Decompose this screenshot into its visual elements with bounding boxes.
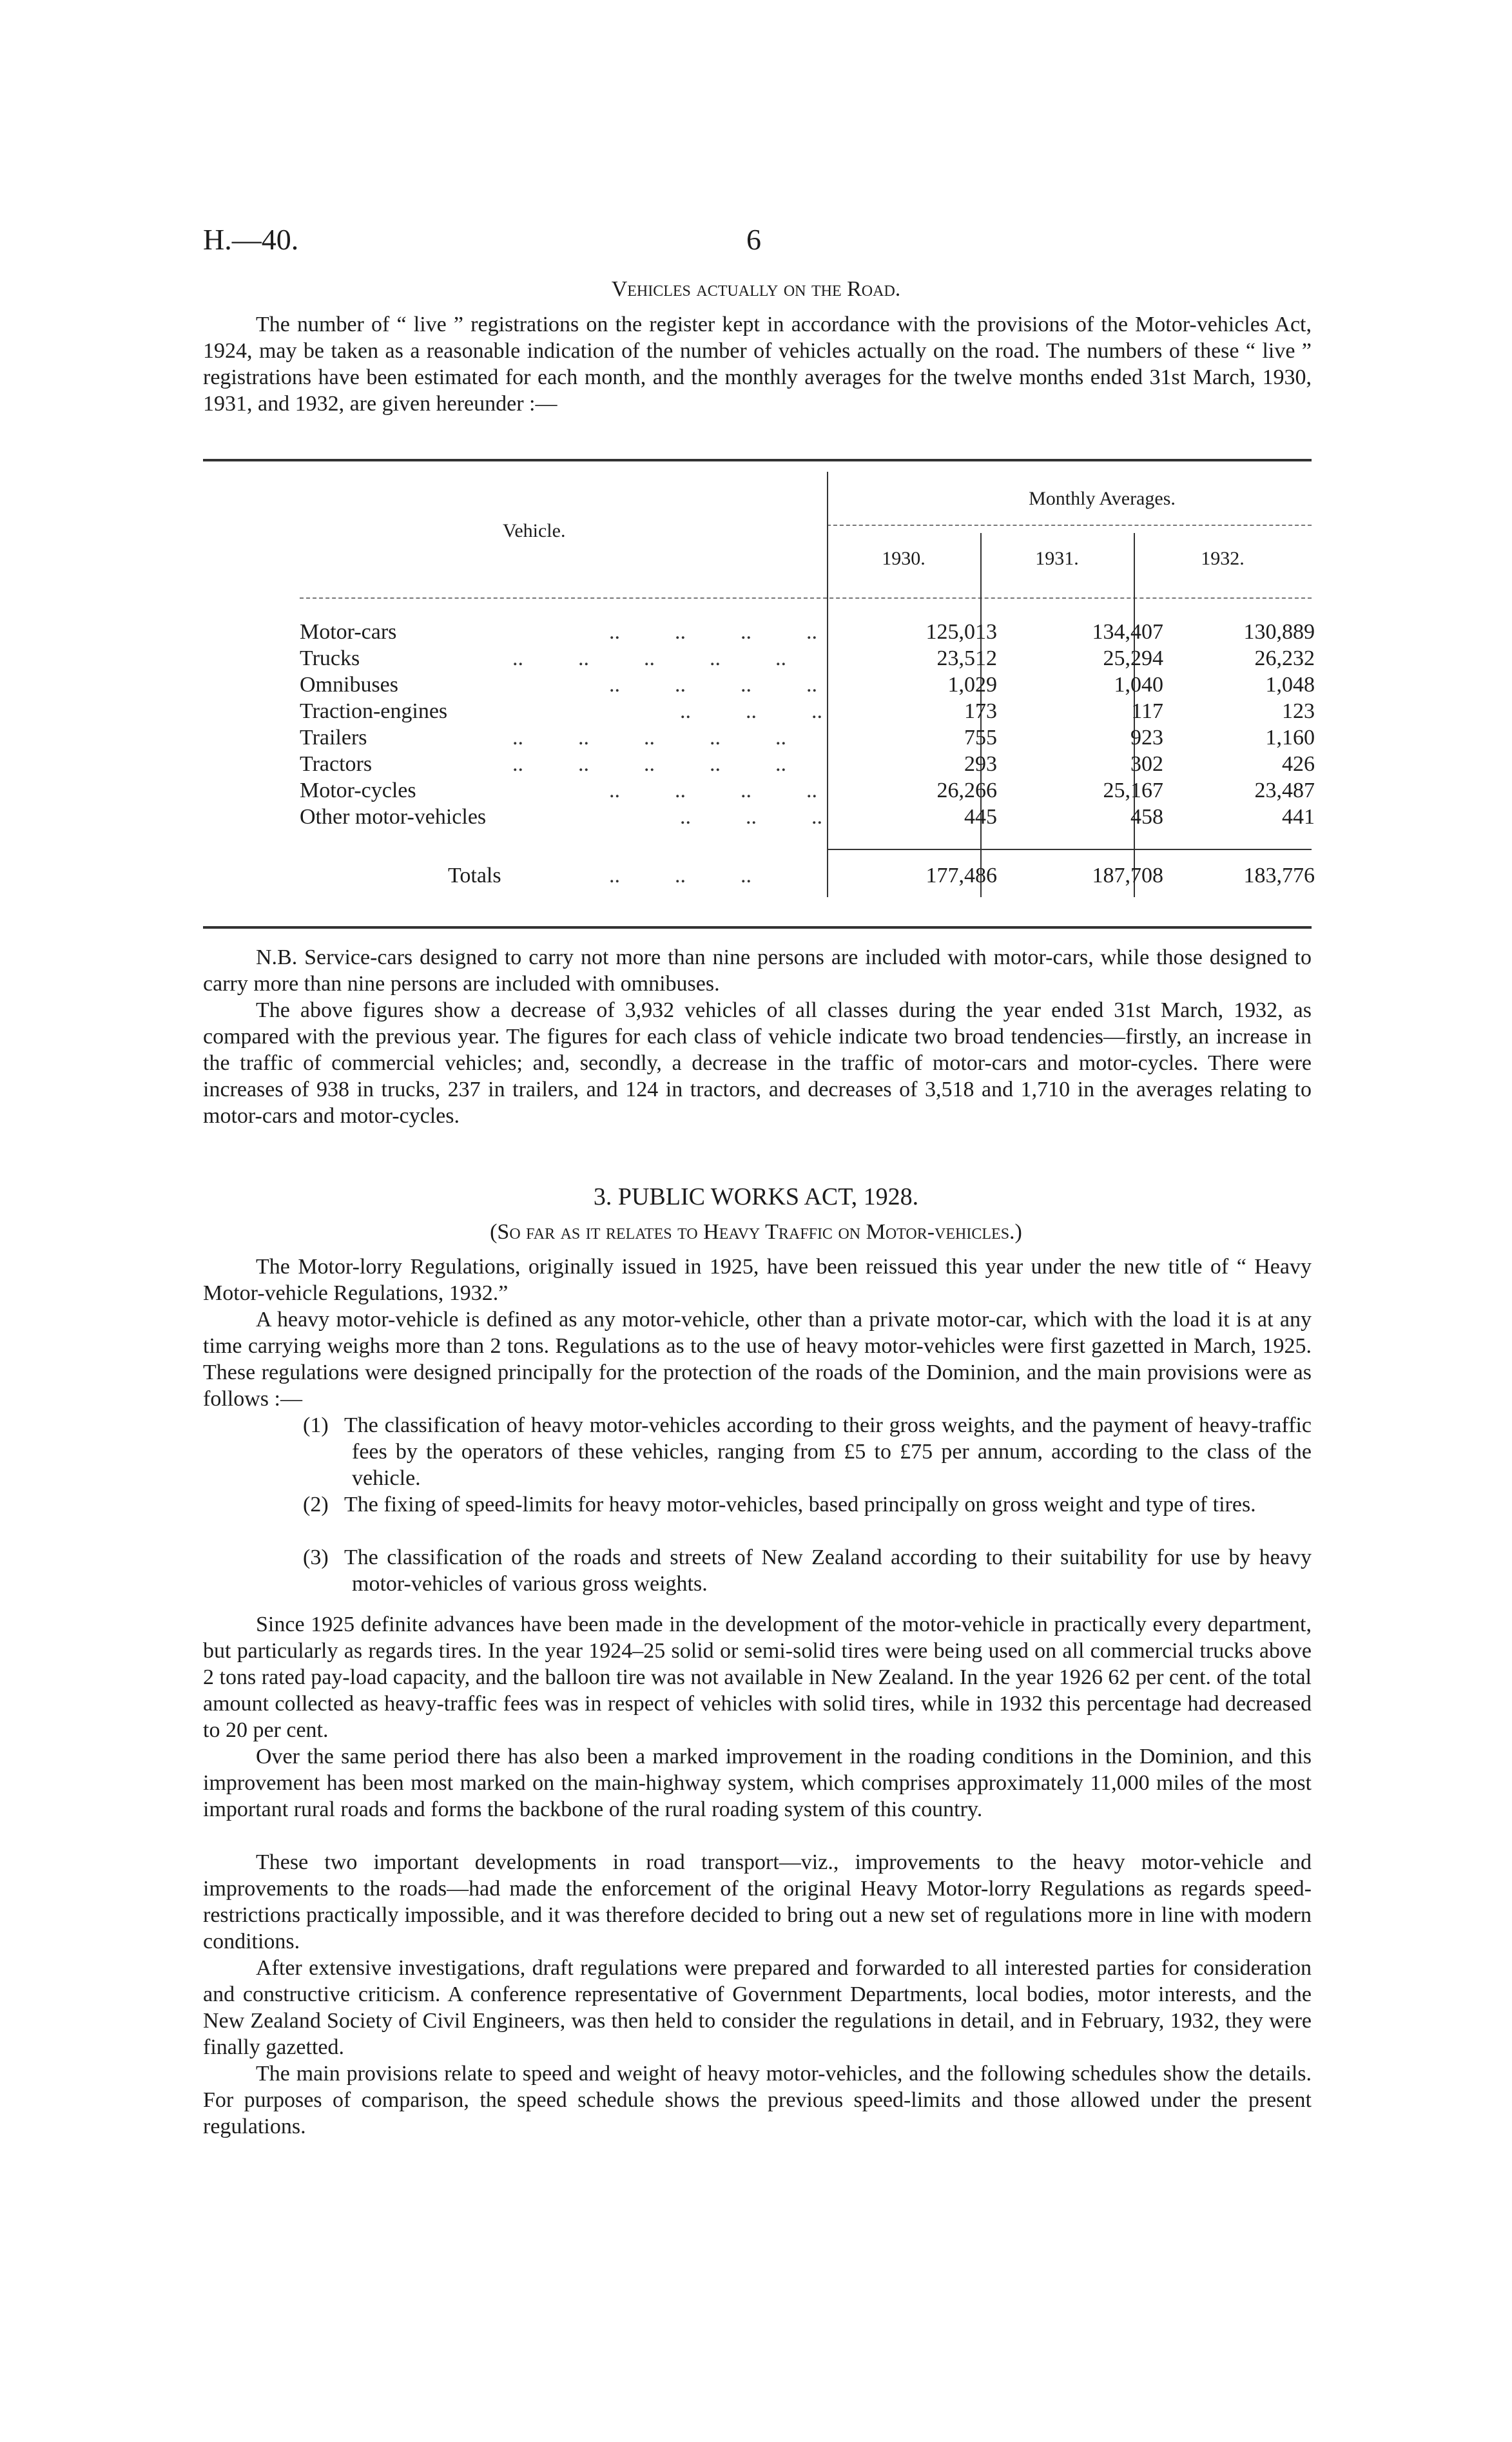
value-1931: 1,040	[1114, 673, 1163, 697]
vehicles-table	[203, 459, 1315, 933]
row-label: Motor-cycles	[300, 779, 416, 802]
section-subheading: (So far as it relates to Heavy Traffic on Motor-vehicles.)	[490, 1220, 1022, 1244]
definition-paragraph: A heavy motor-vehicle is defined as any motor-vehicle, other than a private motor-car, which with the load it is at any time carrying weighs more than 2 tons. Regulations as to the use of heavy motor-vehicles were first gazetted in March, 1925. These regulations were designed principally for the protection of the roads of the Dominion, and the main provisions were as follows :—	[203, 1308, 1312, 1411]
total-1931: 187,708	[1092, 864, 1163, 887]
value-1931: 923	[1130, 726, 1163, 750]
document-series: H.—40.	[203, 223, 299, 256]
vehicle-column-header: Vehicle.	[503, 520, 566, 541]
year-1931-header: 1931.	[1035, 548, 1079, 569]
value-1931: 25,294	[1103, 646, 1163, 670]
nb-note: N.B. Service-cars designed to carry not more than nine persons are included with motor-cars, while those designed to carry more than nine persons are included with omnibuses.	[203, 945, 1312, 996]
section-heading-public-works: 3. PUBLIC WORKS ACT, 1928.	[593, 1183, 919, 1210]
value-1932: 26,232	[1254, 646, 1315, 670]
row-label: Motor-cars	[300, 620, 397, 644]
table-bottom-rule	[203, 926, 1312, 929]
investigations-paragraph: After extensive investigations, draft regulations were prepared and forwarded to all interested parties for consideration and constructive criticism. A conference representative of Government Departments, local bodies, motor interests, and the New Zealand Society of Civil Engineers, was then held to consider the regulations in detail, and in February, 1932, they were finally gazetted.	[203, 1956, 1312, 2059]
list-item	[303, 1412, 1312, 1491]
row-label: Tractors	[300, 752, 373, 776]
table-row: Traction-engines .. .. .. 173 117 123	[300, 699, 1315, 723]
table-row: Tractors .. .. .. .. .. 293 302 426	[300, 752, 1315, 776]
table-row: Other motor-vehicles .. .. .. 445 458 441	[300, 805, 1315, 829]
value-1932: 1,160	[1265, 726, 1315, 750]
row-label: Trailers	[300, 726, 367, 750]
page-header	[203, 222, 1312, 267]
list-text: The classification of heavy motor-vehicles according to their gross weights, and the payment of heavy-traffic fees by the operators of these vehicles, ranging from £5 to £75 per annum, according to the class of the vehicle.	[344, 1413, 1312, 1490]
value-1930: 26,266	[936, 779, 997, 802]
list-text: The fixing of speed-limits for heavy motor-vehicles, based principally on gross weight and type of tires.	[344, 1493, 1256, 1517]
value-1930: 445	[964, 805, 997, 829]
list-item	[303, 1544, 1312, 1597]
developments-paragraph: These two important developments in road transport—viz., improvements to the heavy motor-vehicle and improvements to the roads—had made the enforcement of the original Heavy Motor-lorry Regulations as regards speed-restrictions practically impossible, and it was therefore decided to bring out a new set of regulations more in line with modern conditions.	[203, 1850, 1312, 1953]
intro-paragraph: The number of “ live ” registrations on the register kept in accordance with the provisions of the Motor-vehicles Act, 1924, may be taken as a reasonable indication of the number of vehicles actually on the road. The numbers of these “ live ” registrations have been estimated for each month, and the monthly averages for the twelve months ended 31st March, 1930, 1931, and 1932, are given hereunder :—	[203, 313, 1312, 416]
page-number: 6	[746, 223, 761, 256]
value-1930: 1,029	[947, 673, 997, 697]
list-marker: (1)	[303, 1413, 329, 1437]
value-1932: 123	[1282, 699, 1315, 723]
year-1930-header: 1930.	[882, 548, 926, 569]
header-bottom-rule	[300, 597, 1312, 599]
table-row: Omnibuses .. .. .. .. 1,029 1,040 1,048	[300, 673, 1315, 697]
totals-row: Totals .. .. .. 177,486 187,708 183,776	[448, 864, 1315, 887]
value-1932: 441	[1282, 805, 1315, 829]
value-1931: 117	[1131, 699, 1163, 723]
value-1931: 134,407	[1092, 620, 1163, 644]
value-1931: 302	[1130, 752, 1163, 776]
section-heading-vehicles: Vehicles actually on the Road.	[611, 277, 901, 301]
value-1930: 755	[964, 726, 997, 750]
list-item	[303, 1491, 1312, 1518]
table-row: Motor-cars .. .. .. .. 125,013 134,407 130,889	[300, 620, 1315, 644]
value-1932: 130,889	[1243, 620, 1315, 644]
table-row: Trailers .. .. .. .. .. 755 923 1,160	[300, 726, 1315, 750]
decrease-paragraph: The above figures show a decrease of 3,932 vehicles of all classes during the year ended 31st March, 1932, as compared with the previous year. The figures for each class of vehicle indicate two broad tendencies—firstly, an increase in the traffic of commercial vehicles; and, secondly, a decrease in the traffic of motor-cars and motor-cycles. There were increases of 938 in trucks, 237 in trailers, and 124 in tractors, and decreases of 3,518 and 1,710 in the averages relating to motor-cars and motor-cycles.	[203, 998, 1312, 1128]
total-1932: 183,776	[1243, 864, 1315, 887]
value-1932: 1,048	[1265, 673, 1315, 697]
motor-lorry-paragraph: The Motor-lorry Regulations, originally issued in 1925, have been reissued this year under the new title of “ Heavy Motor-vehicle Regulations, 1932.”	[203, 1255, 1312, 1305]
year-1932-header: 1932.	[1201, 548, 1245, 569]
table-row: Trucks .. .. .. .. .. 23,512 25,294 26,232	[300, 646, 1315, 670]
value-1932: 23,487	[1254, 779, 1315, 802]
value-1932: 426	[1282, 752, 1315, 776]
total-1930: 177,486	[926, 864, 997, 887]
value-1930: 23,512	[936, 646, 997, 670]
totals-rule	[827, 849, 1312, 850]
row-label: Trucks	[300, 646, 360, 670]
tires-paragraph: Since 1925 definite advances have been made in the development of the motor-vehicle in practically every department, but particularly as regards tires. In the year 1924–25 solid or semi-solid tires were being used on all commercial trucks above 2 tons rated pay-load capacity, and the balloon tire was not available in New Zealand. In the year 1926 62 per cent. of the total amount collected as heavy-traffic fees was in respect of vehicles with solid tires, while in 1932 this percentage had decreased to 20 per cent.	[203, 1613, 1312, 1742]
table-row: Motor-cycles .. .. .. .. 26,266 25,167 23,487	[300, 779, 1315, 802]
provisions-paragraph: The main provisions relate to speed and weight of heavy motor-vehicles, and the following schedules show the details. For purposes of comparison, the speed schedule shows the previous speed-limits and those allowed under the present regulations.	[203, 2062, 1312, 2138]
row-label: Omnibuses	[300, 673, 398, 697]
value-1931: 25,167	[1103, 779, 1163, 802]
roading-paragraph: Over the same period there has also been a marked improvement in the roading conditions in the Dominion, and this improvement has been most marked on the main-highway system, which comprises approximately 11,000 miles of the most important rural roads and forms the backbone of the rural roading system of this country.	[203, 1745, 1312, 1821]
value-1931: 458	[1130, 805, 1163, 829]
value-1930: 125,013	[926, 620, 997, 644]
value-1930: 293	[964, 752, 997, 776]
list-marker: (3)	[303, 1546, 329, 1569]
value-1930: 173	[964, 699, 997, 723]
row-label: Traction-engines	[300, 699, 448, 723]
totals-label: Totals	[448, 864, 501, 887]
table-top-rule	[203, 459, 1312, 461]
row-label: Other motor-vehicles	[300, 805, 487, 829]
header-dashed-rule	[827, 525, 1312, 526]
list-marker: (2)	[303, 1493, 329, 1517]
list-text: The classification of the roads and streets of New Zealand according to their suitability for use by heavy motor-vehicles of various gross weights.	[344, 1546, 1312, 1596]
monthly-averages-header: Monthly Averages.	[1029, 488, 1176, 509]
